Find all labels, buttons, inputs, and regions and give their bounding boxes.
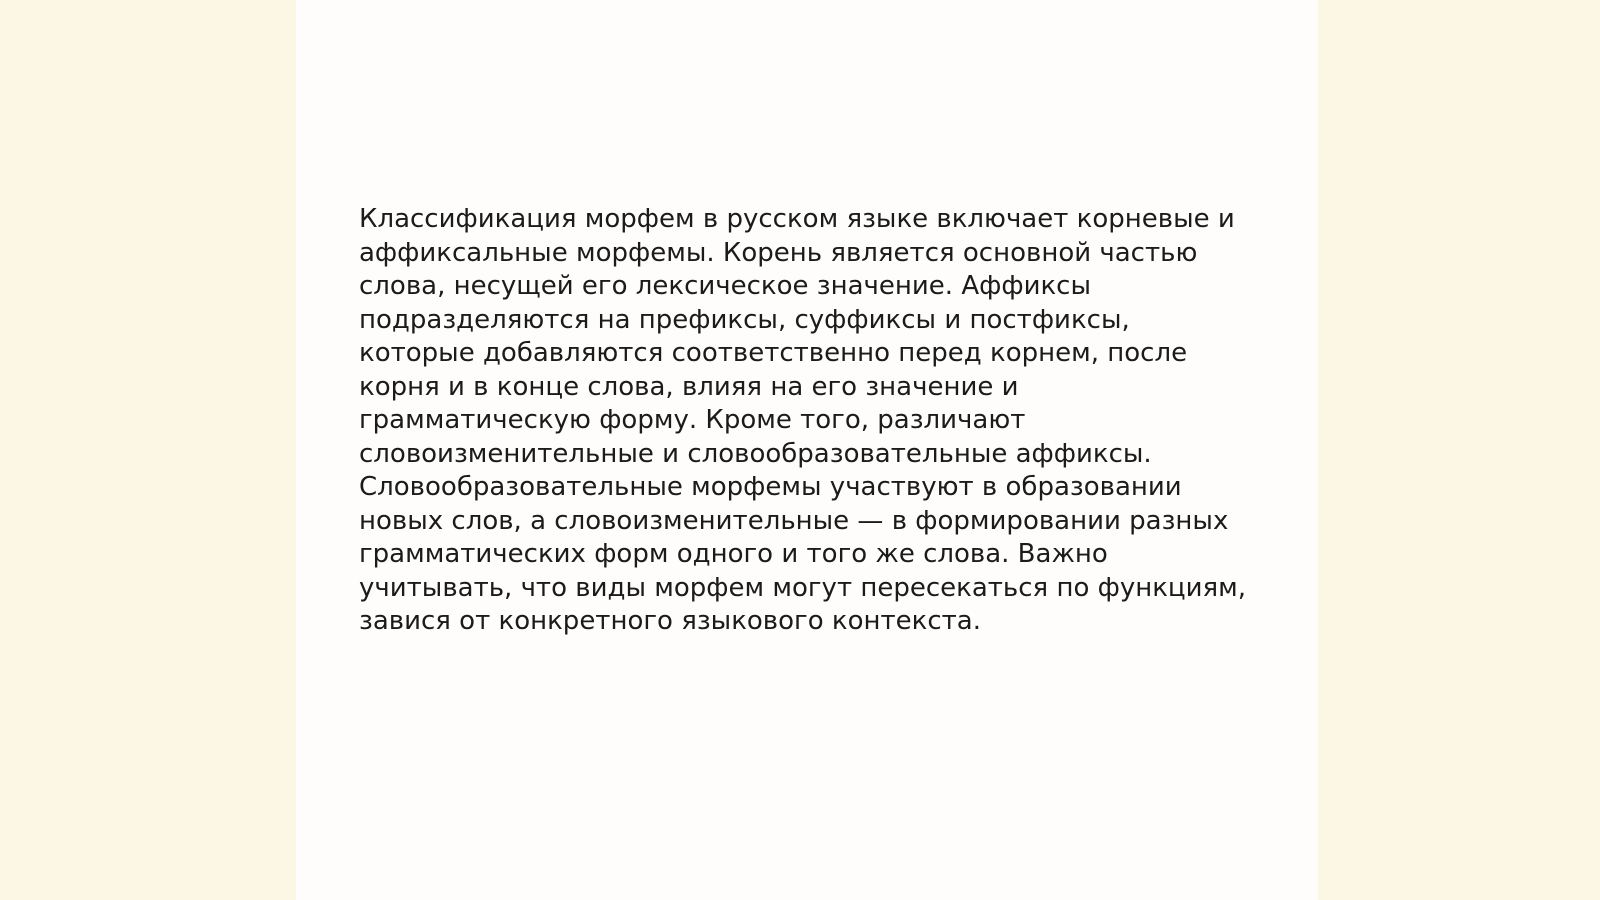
- body-paragraph: Классификация морфем в русском языке включает корневые и аффиксальные морфемы. Корень является основной частью слова, несущей его лексическое значение. Аффиксы подразделяются на префиксы, суффиксы и постфиксы, которые добавляются соответственно перед корнем, после корня и в конце слова, влияя на его значение и грамматическую форму. Кроме того, различают словоизменительные и словообразовательные аффиксы. Словообразовательные морфемы участвуют в образовании новых слов, а словоизменительные — в формировании разных грамматических форм одного и того же слова. Важно учитывать, что виды морфем могут пересекаться по функциям, завися от конкретного языкового контекста.: [359, 204, 1247, 636]
- document-page: [296, 0, 1318, 900]
- left-margin: [0, 0, 296, 900]
- right-margin: [1318, 0, 1600, 900]
